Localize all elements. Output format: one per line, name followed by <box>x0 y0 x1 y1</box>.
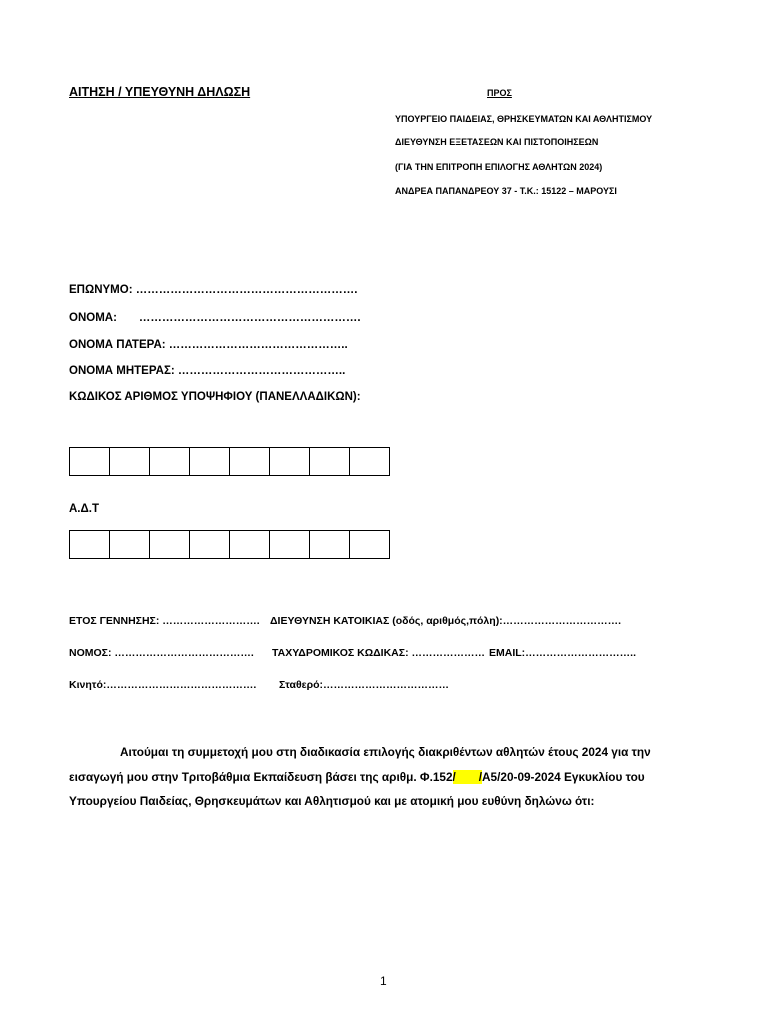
recipient-line-ministry: ΥΠΟΥΡΓΕΙΟ ΠΑΙΔΕΙΑΣ, ΘΡΗΣΚΕΥΜΑΤΩΝ ΚΑΙ ΑΘΛΗΤΙΣΜΟΥ <box>395 114 653 124</box>
recipient-line-committee: (ΓΙΑ ΤΗΝ ΕΠΙΤΡΟΠΗ ΕΠΙΛΟΓΗΣ ΑΘΛΗΤΩΝ 2024) <box>395 162 603 172</box>
candidate-code-cell[interactable] <box>150 447 190 476</box>
adt-cell[interactable] <box>150 530 190 559</box>
declaration-text-start: Αιτούμαι τη συμμετοχή μου στη διαδικασία επιλογής διακριθέντων αθλητών έτους 2024 για την εισαγωγή μου στην Τριτοβάθμια Εκπαίδευση βάσει της αριθμ. Φ.152 <box>69 745 651 784</box>
recipient-line-address: ΑΝΔΡΕΑ ΠΑΠΑΝΔΡΕΟΥ 37 - Τ.Κ.: 15122 – ΜΑΡΟΥΣΙ <box>395 186 617 196</box>
candidate-code-cell[interactable] <box>270 447 310 476</box>
candidate-code-cell[interactable] <box>350 447 390 476</box>
adt-cell[interactable] <box>270 530 310 559</box>
mother-name-field[interactable]: ΟΝΟΜΑ ΜΗΤΕΡΑΣ: …………………………………….. <box>69 365 346 377</box>
candidate-code-cell[interactable] <box>230 447 270 476</box>
declaration-text-end: Α5/20-09-2024 Εγκυκλίου του Υπουργείου Παιδείας, Θρησκευμάτων και Αθλητισμού και με ατομική μου ευθύνη δηλώνω ότι: <box>69 769 645 808</box>
recipient-heading: ΠΡΟΣ <box>487 88 512 98</box>
adt-label: Α.Δ.Τ <box>69 503 99 515</box>
candidate-code-grid[interactable] <box>69 447 390 476</box>
adt-cell[interactable] <box>110 530 150 559</box>
candidate-code-cell[interactable] <box>310 447 350 476</box>
candidate-code-label: ΚΩΔΙΚΟΣ ΑΡΙΘΜΟΣ ΥΠΟΨΗΦΙΟΥ (ΠΑΝΕΛΛΑΔΙΚΩΝ): <box>69 391 361 403</box>
declaration-paragraph <box>69 740 669 814</box>
candidate-code-cell[interactable] <box>110 447 150 476</box>
landline-phone-field[interactable]: Σταθερό:……………………………… <box>279 679 450 691</box>
adt-cell[interactable] <box>310 530 350 559</box>
surname-field[interactable]: ΕΠΩΝΥΜΟ: …………………………………………………. <box>69 284 358 296</box>
adt-cell[interactable] <box>350 530 390 559</box>
name-field[interactable] <box>69 312 361 324</box>
recipient-line-directorate: ΔΙΕΥΘΥΝΣΗ ΕΞΕΤΑΣΕΩΝ ΚΑΙ ΠΙΣΤΟΠΟΙΗΣΕΩΝ <box>395 137 599 147</box>
page-number: 1 <box>380 974 387 988</box>
document-title: ΑΙΤΗΣΗ / ΥΠΕΥΘΥΝΗ ΔΗΛΩΣΗ <box>69 85 251 99</box>
adt-cell[interactable] <box>190 530 230 559</box>
prefecture-field[interactable]: ΝΟΜΟΣ: …………………………………. <box>69 647 254 659</box>
email-field[interactable]: EMAIL:………………………….. <box>489 647 636 659</box>
adt-grid[interactable] <box>69 530 390 559</box>
adt-cell[interactable] <box>230 530 270 559</box>
candidate-code-cell[interactable] <box>190 447 230 476</box>
mobile-phone-field[interactable]: Κινητό:……………………………………. <box>69 679 257 691</box>
postal-code-field[interactable]: ΤΑΧΥΔΡΟΜΙΚΟΣ ΚΩΔΙΚΑΣ: ………………… <box>272 647 485 659</box>
candidate-code-cell[interactable] <box>70 447 110 476</box>
father-name-field[interactable]: ΟΝΟΜΑ ΠΑΤΕΡΑ: ……………………………………….. <box>69 339 348 351</box>
birth-year-field[interactable]: ΕΤΟΣ ΓΕΝΝΗΣΗΣ: ………………………. <box>69 615 260 627</box>
protocol-number-highlight[interactable]: / / <box>452 769 483 784</box>
home-address-field[interactable]: ΔΙΕΥΘΥΝΣΗ ΚΑΤΟΙΚΙΑΣ (οδός, αριθμός,πόλη):……………………………. <box>270 615 622 627</box>
name-dots: …………………………………………………. <box>138 312 361 324</box>
adt-cell[interactable] <box>70 530 110 559</box>
name-label: ΟΝΟΜΑ: <box>69 312 117 324</box>
